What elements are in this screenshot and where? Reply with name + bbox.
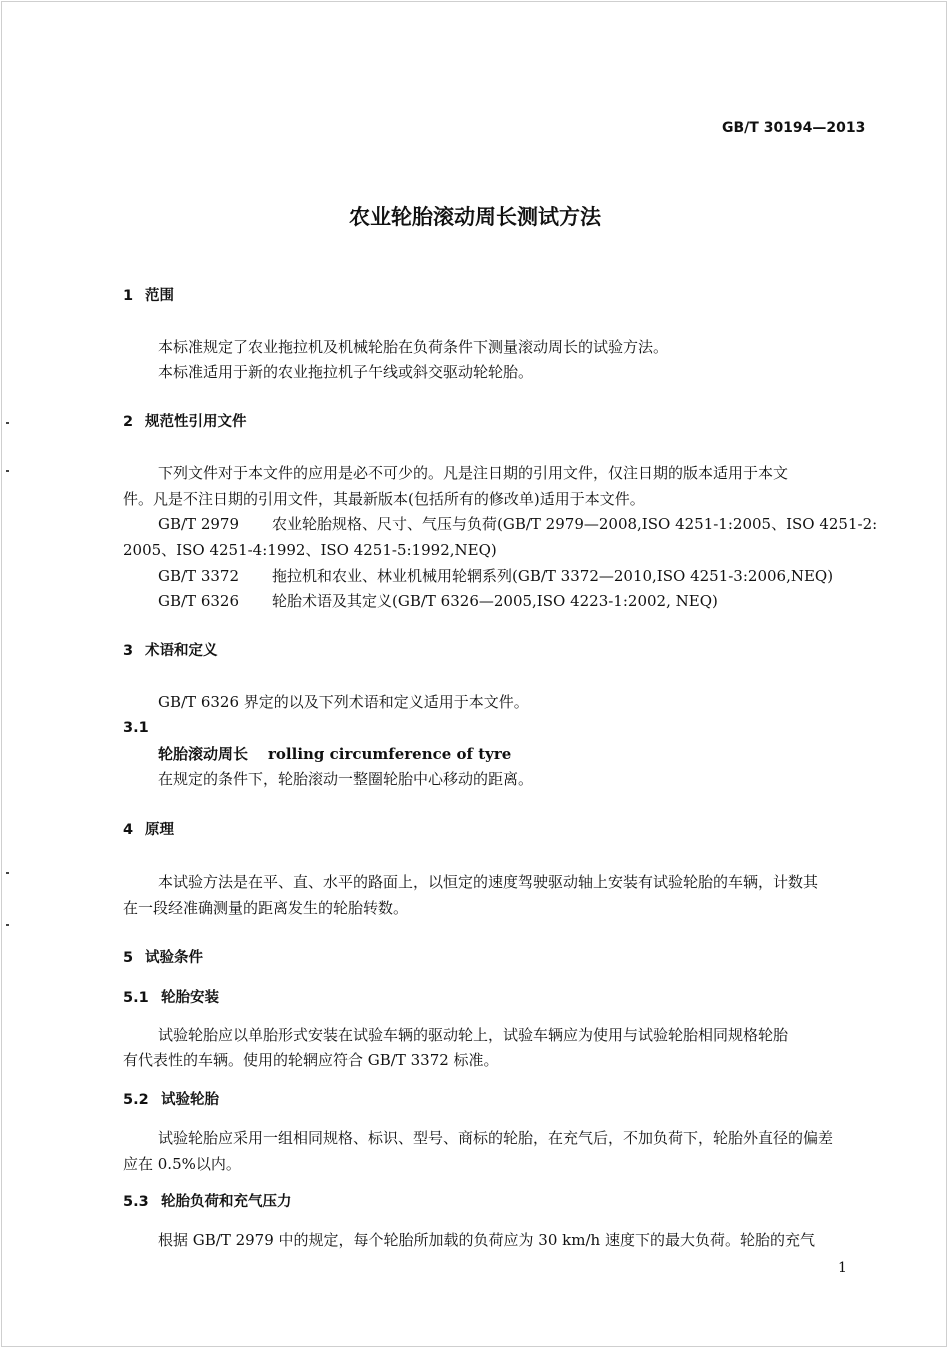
subsection-5-2-heading	[123, 1090, 219, 1110]
page-number: 1	[838, 1260, 847, 1276]
paragraph: GB/T 6326 界定的以及下列术语和定义适用于本文件。	[158, 693, 529, 711]
reference-entry	[158, 514, 877, 534]
paragraph: 件。凡是不注日期的引用文件，其最新版本(包括所有的修改单)适用于本文件。	[123, 490, 645, 508]
paragraph: 本试验方法是在平、直、水平的路面上，以恒定的速度驾驶驱动轴上安装有试验轮胎的车辆，计数其	[158, 873, 819, 891]
paragraph: 本标准适用于新的农业拖拉机子午线或斜交驱动轮轮胎。	[158, 363, 534, 381]
margin-mark	[6, 872, 9, 874]
reference-code: GB/T 2979	[158, 515, 240, 533]
paragraph: 根据 GB/T 2979 中的规定，每个轮胎所加载的负荷应为 30 km/h 速度下的最大负荷。轮胎的充气	[158, 1231, 815, 1249]
term-chinese: 轮胎滚动周长	[158, 745, 249, 763]
term-definition: 在规定的条件下，轮胎滚动一整圈轮胎中心移动的距离。	[158, 770, 534, 788]
section-number: 4	[123, 822, 134, 838]
subsection-number: 5.3	[123, 1194, 149, 1210]
subsection-number: 5.1	[123, 990, 149, 1006]
reference-text: 拖拉机和农业、林业机械用轮辋系列(GB/T 3372—2010,ISO 4251-3:2006,NEQ)	[272, 567, 834, 585]
reference-code: GB/T 3372	[158, 567, 240, 585]
margin-mark	[6, 924, 9, 926]
section-number: 1	[123, 288, 134, 304]
subsection-title: 轮胎安装	[161, 990, 219, 1006]
section-5-heading	[123, 948, 203, 968]
standard-code: GB/T 30194—2013	[722, 120, 866, 136]
margin-mark	[6, 470, 9, 472]
reference-entry	[158, 591, 718, 611]
term-entry	[158, 744, 511, 764]
section-title: 术语和定义	[145, 643, 218, 659]
section-number: 2	[123, 414, 134, 430]
subsection-5-3-heading	[123, 1192, 292, 1212]
reference-text: 轮胎术语及其定义(GB/T 6326—2005,ISO 4223-1:2002, NEQ)	[272, 592, 718, 610]
section-title: 试验条件	[145, 950, 203, 966]
paragraph: 有代表性的车辆。使用的轮辋应符合 GB/T 3372 标准。	[123, 1051, 499, 1069]
margin-mark	[6, 422, 9, 424]
section-2-heading	[123, 412, 247, 432]
section-number: 3	[123, 643, 134, 659]
term-english: rolling circumference of tyre	[268, 745, 512, 763]
subsection-title: 轮胎负荷和充气压力	[161, 1194, 292, 1210]
reference-code: GB/T 6326	[158, 592, 240, 610]
reference-text-continued: 2005、ISO 4251-4:1992、ISO 4251-5:1992,NEQ)	[123, 541, 497, 559]
term-number: 3.1	[123, 720, 149, 736]
paragraph: 试验轮胎应以单胎形式安装在试验车辆的驱动轮上，试验车辆应为使用与试验轮胎相同规格轮胎	[158, 1026, 789, 1044]
section-1-heading	[123, 286, 174, 306]
reference-text: 农业轮胎规格、尺寸、气压与负荷(GB/T 2979—2008,ISO 4251-1:2005、ISO 4251-2:	[272, 515, 878, 533]
section-title: 规范性引用文件	[145, 414, 247, 430]
document-title: 农业轮胎滚动周长测试方法	[349, 205, 601, 229]
reference-entry	[158, 566, 833, 586]
paragraph: 下列文件对于本文件的应用是必不可少的。凡是注日期的引用文件，仅注日期的版本适用于本文	[158, 464, 789, 482]
section-3-heading	[123, 641, 218, 661]
paragraph: 在一段经准确测量的距离发生的轮胎转数。	[123, 899, 409, 917]
section-number: 5	[123, 950, 134, 966]
subsection-number: 5.2	[123, 1092, 149, 1108]
subsection-title: 试验轮胎	[161, 1092, 219, 1108]
section-title: 范围	[145, 288, 174, 304]
section-4-heading	[123, 820, 174, 840]
section-title: 原理	[145, 822, 174, 838]
paragraph: 试验轮胎应采用一组相同规格、标识、型号、商标的轮胎，在充气后，不加负荷下，轮胎外直径的偏差	[158, 1129, 834, 1147]
subsection-5-1-heading	[123, 988, 219, 1008]
paragraph: 本标准规定了农业拖拉机及机械轮胎在负荷条件下测量滚动周长的试验方法。	[158, 338, 669, 356]
paragraph: 应在 0.5%以内。	[123, 1155, 241, 1173]
